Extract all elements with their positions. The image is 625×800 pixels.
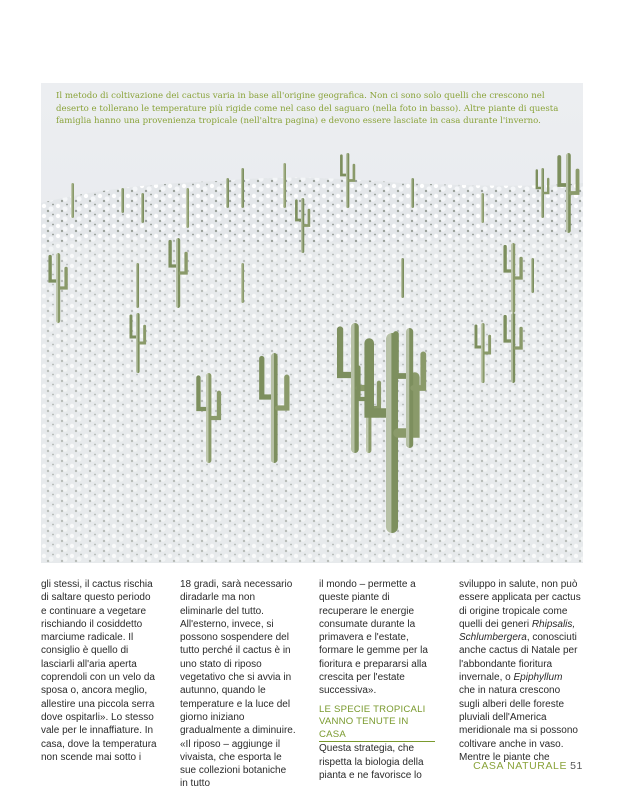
page-number: 51 xyxy=(570,760,583,772)
genus-names: Rhipsalis, Schlumbergera xyxy=(459,618,576,644)
saguaro-cactus xyxy=(241,263,244,303)
saguaro-cactus xyxy=(71,183,74,218)
text-run: sviluppo in salute, non può essere applicata per cactus di origine tropicale come quelli dei generi xyxy=(459,579,581,630)
paragraph: gli stessi, il cactus rischia di saltare questo periodo e continuare a vegetare rischiando il cosiddetto marciume radicale. Il consiglio è quello di lasciarli all'aria aperta coprendoli con un velo da sposa o, ancora meglio, allestire una piccola serra dove ospitarli». Lo stesso vale per le innaffiature. In casa, dove la temperatura non scende mai sotto i xyxy=(41,579,157,763)
text-column-4 xyxy=(459,578,581,764)
saguaro-cactus xyxy=(241,168,244,208)
saguaro-cactus xyxy=(481,193,484,223)
text-column-2 xyxy=(180,578,296,791)
genus-name: Epiphyllum xyxy=(513,672,563,684)
magazine-section: CASA NATURALE xyxy=(473,760,568,772)
text-column-1 xyxy=(41,578,157,764)
saguaro-cactus xyxy=(531,258,534,293)
paragraph xyxy=(459,578,581,764)
saguaro-cactus xyxy=(411,178,414,208)
photo-caption: Il metodo di coltivazione dei cactus varia in base all'origine geografica. Non ci sono solo quelli che crescono nel deserto e tollerano le temperature più rigide come nel caso del saguaro (nella foto in basso). Altre piante di questa famiglia hanno una provenienza tropicale (nell'altra pagina) e devono essere lasciate in casa durante l'inverno. xyxy=(56,91,559,127)
snowy-saguaro-photo xyxy=(41,83,583,563)
saguaro-cactus xyxy=(136,263,139,308)
paragraph: 18 gradi, sarà necessario diradarle ma non eliminarle del tutto. All'esterno, invece, si possono sospendere del tutto perché il cactus è in uno stato di riposo vegetativo che si avvia in autunno, quando le temperature e la luce del giorno iniziano gradualmente a diminuire. «Il riposo – aggiunge il vivaista, che esporta le sue collezioni botaniche in tutto xyxy=(180,579,296,790)
paragraph: il mondo – permette a queste piante di recuperare le energie consumate durante la primavera e l'estate, formare le gemme per la fioritura e prepararsi alla crescita per l'estate successiva». xyxy=(319,579,428,697)
saguaro-cactus xyxy=(186,188,189,228)
text-column-3 xyxy=(319,578,435,782)
saguaro-cactus xyxy=(283,163,286,208)
saguaro-cactus xyxy=(226,178,229,208)
snowy-saguaro-hillside-illustration xyxy=(41,83,583,563)
saguaro-cactus xyxy=(401,258,404,298)
text-run: che in natura crescono sugli alberi delle foreste pluviali dell'America meridionale ma si possono coltivare anche in vaso. Mentre le piante che xyxy=(459,685,578,763)
saguaro-cactus xyxy=(141,193,144,223)
text-run: , conosciuti anche cactus di Natale per l'abbondante fioritura invernale, o xyxy=(459,632,578,684)
page-footer xyxy=(473,760,583,772)
saguaro-cactus xyxy=(121,188,124,213)
paragraph: Questa strategia, che rispetta la biologia della pianta e ne favorisce lo xyxy=(319,743,424,782)
section-subheading: LE SPECIE TROPICALI VANNO TENUTE IN CASA xyxy=(319,704,435,743)
